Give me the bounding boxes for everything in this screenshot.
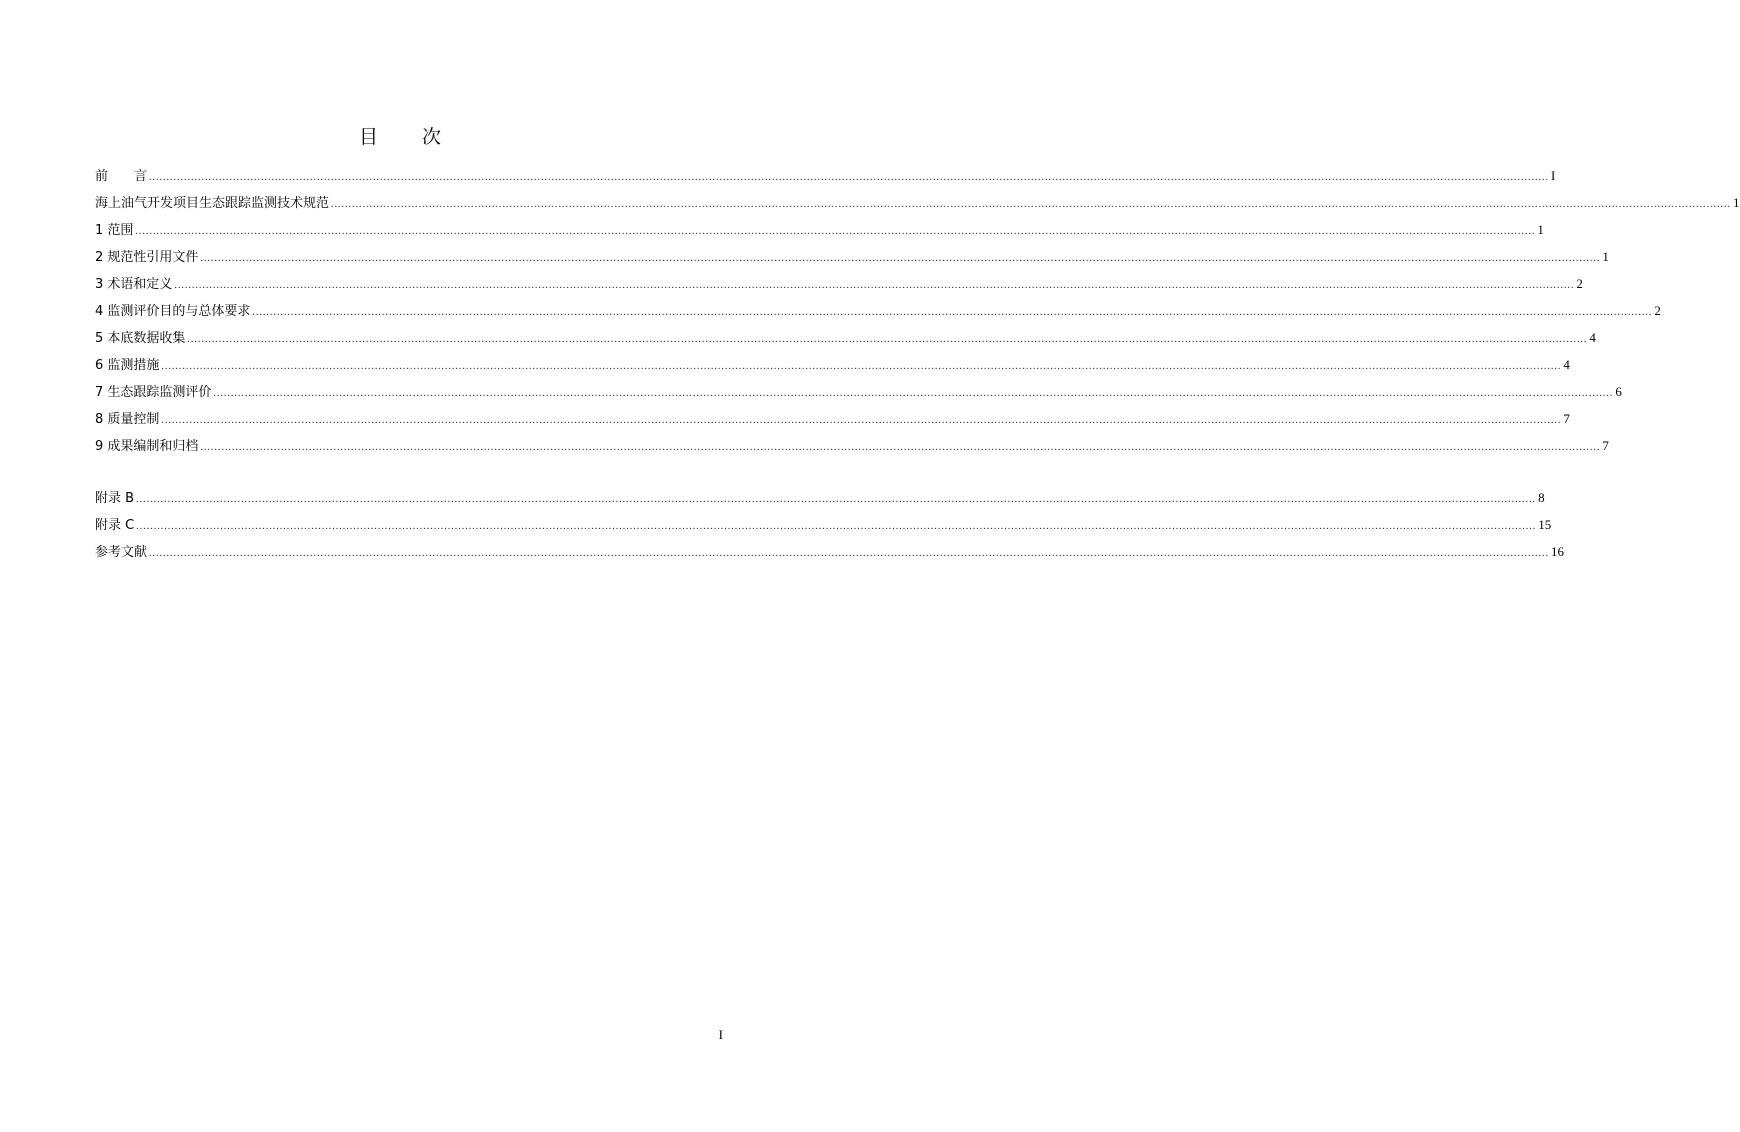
toc-entry-page: 6	[1615, 384, 1622, 399]
toc-entry[interactable]	[95, 484, 1545, 511]
toc-entry[interactable]	[95, 538, 1565, 565]
toc-entry[interactable]	[95, 216, 1544, 243]
toc-entry-page: 7	[1563, 411, 1570, 426]
toc-entry-label: 4 监测评价目的与总体要求	[95, 304, 251, 319]
title-part-1: 目	[358, 126, 378, 148]
toc-entry-page: 16	[1551, 544, 1565, 559]
toc-entry-page: 2	[1576, 276, 1583, 291]
toc-entry[interactable]	[95, 270, 1583, 297]
toc-entry-label: 9 成果编制和归档	[95, 439, 199, 454]
page-title	[0, 122, 800, 149]
toc-entry[interactable]	[95, 297, 1661, 324]
toc-leader-dots: ................................................................................................................................................................................................................................................................................................................................................................................................................	[161, 415, 1562, 426]
toc-leader-dots: ................................................................................................................................................................................................................................................................................................................................................................................................................	[187, 334, 1588, 345]
toc-entry-label: 6 监测措施	[95, 358, 160, 373]
toc-entry-page: 4	[1563, 357, 1570, 372]
toc-entry-page: 4	[1589, 330, 1596, 345]
footer-page-number: I	[718, 1027, 723, 1042]
toc-main-section	[95, 162, 1740, 459]
toc-entry-page: 2	[1654, 303, 1661, 318]
toc-entry-label: 附录 C	[95, 518, 135, 533]
toc-leader-dots: ................................................................................................................................................................................................................................................................................................................................................................................................................	[149, 548, 1550, 559]
toc-leader-dots: ................................................................................................................................................................................................................................................................................................................................................................................................................	[200, 442, 1601, 453]
toc-entry[interactable]	[95, 511, 1552, 538]
toc-entry-page: 7	[1602, 438, 1609, 453]
toc-leader-dots: ................................................................................................................................................................................................................................................................................................................................................................................................................	[149, 172, 1550, 183]
toc-leader-dots: ................................................................................................................................................................................................................................................................................................................................................................................................................	[135, 226, 1536, 237]
toc-leader-dots: ................................................................................................................................................................................................................................................................................................................................................................................................................	[136, 521, 1537, 532]
toc-entry[interactable]	[95, 351, 1570, 378]
toc-leader-dots: ................................................................................................................................................................................................................................................................................................................................................................................................................	[200, 253, 1601, 264]
toc-entry-page: 1	[1733, 195, 1740, 210]
toc-entry-page: I	[1551, 168, 1556, 183]
toc-entry-label: 8 质量控制	[95, 412, 160, 427]
toc-leader-dots: ................................................................................................................................................................................................................................................................................................................................................................................................................	[213, 388, 1614, 399]
toc-entry-label: 5 本底数据收集	[95, 331, 186, 346]
toc-entry-label: 参考文献	[95, 545, 148, 560]
toc-leader-dots: ................................................................................................................................................................................................................................................................................................................................................................................................................	[252, 307, 1653, 318]
toc-leader-dots: ................................................................................................................................................................................................................................................................................................................................................................................................................	[136, 494, 1537, 505]
toc-leader-dots: ................................................................................................................................................................................................................................................................................................................................................................................................................	[331, 199, 1732, 210]
title-part-2: 次	[422, 126, 442, 148]
toc-entry-label: 3 术语和定义	[95, 277, 173, 292]
toc-entry-label: 附录 B	[95, 491, 135, 506]
toc-entry-label: 海上油气开发项目生态跟踪监测技术规范	[95, 196, 330, 211]
toc-entry-page: 1	[1602, 249, 1609, 264]
toc-entry[interactable]	[95, 432, 1609, 459]
table-of-contents	[95, 162, 1740, 565]
toc-entry-label: 7 生态跟踪监测评价	[95, 385, 212, 400]
toc-entry[interactable]	[95, 405, 1570, 432]
toc-entry[interactable]	[95, 162, 1556, 189]
toc-leader-dots: ................................................................................................................................................................................................................................................................................................................................................................................................................	[161, 361, 1562, 372]
toc-entry-label: 2 规范性引用文件	[95, 250, 199, 265]
toc-entry-page: 15	[1538, 517, 1552, 532]
toc-entry-page: 1	[1537, 222, 1544, 237]
toc-entry-page: 8	[1538, 490, 1545, 505]
toc-appendix-section	[95, 484, 1565, 565]
toc-entry-label: 1 范围	[95, 223, 134, 238]
toc-entry[interactable]	[95, 189, 1740, 216]
toc-entry[interactable]	[95, 378, 1622, 405]
toc-entry[interactable]	[95, 324, 1596, 351]
toc-leader-dots: ................................................................................................................................................................................................................................................................................................................................................................................................................	[174, 280, 1575, 291]
toc-entry[interactable]	[95, 243, 1609, 270]
toc-entry-label: 前 言	[95, 169, 148, 184]
toc-spacer	[95, 459, 724, 484]
